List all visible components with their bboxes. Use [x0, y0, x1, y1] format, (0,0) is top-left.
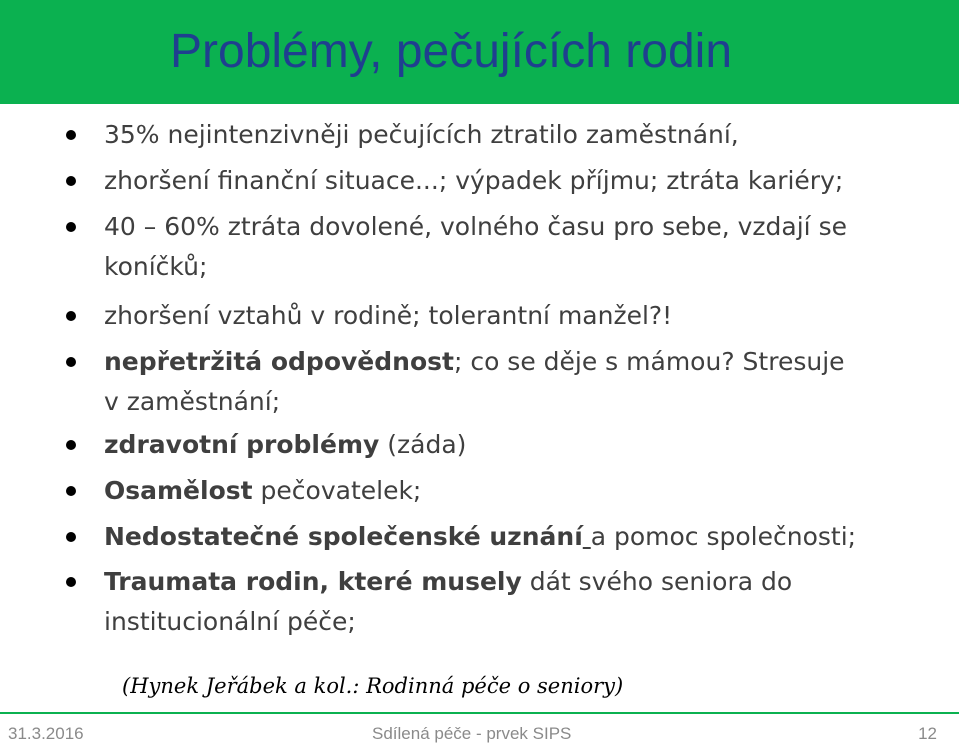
bullet-marker — [66, 440, 76, 450]
bullet-line — [104, 472, 934, 512]
bullet-item — [104, 116, 934, 156]
bullet-text: (záda) — [379, 430, 467, 459]
bullet-item — [104, 472, 934, 512]
bullet-line — [104, 208, 934, 248]
bullet-marker — [66, 176, 76, 186]
bullet-text: dát svého seniora do — [521, 567, 793, 596]
bullet-text: 40 – 60% ztráta dovolené, volného času pro sebe, vzdají se — [104, 212, 847, 241]
bullet-line — [104, 518, 934, 558]
bullet-line — [104, 162, 934, 202]
bullet-text-bold: Osamělost — [104, 476, 253, 505]
bullet-text-bold: zdravotní problémy — [104, 430, 380, 459]
slide-title: Problémy, pečujících rodin — [170, 25, 733, 78]
bullet-line — [104, 426, 934, 466]
bullet-marker — [66, 311, 76, 321]
bullet-text-bold: Nedostatečné společenské uznání — [104, 522, 583, 551]
bullet-text: pečovatelek; — [252, 476, 422, 505]
footer-divider — [0, 712, 959, 714]
bullet-text: 35% nejintenzivněji pečujících ztratilo zaměstnání, — [104, 120, 739, 149]
page-number: 12 — [918, 724, 937, 743]
footer-title: Sdílená péče - prvek SIPS — [372, 724, 572, 743]
bullet-text: zhoršení vztahů v rodině; tolerantní manžel?! — [104, 301, 673, 330]
bullet-item — [104, 208, 934, 288]
bullet-line — [104, 297, 934, 337]
bullet-marker — [66, 577, 76, 587]
bullet-text — [583, 522, 591, 551]
bullet-text: ; co se děje s mámou? Stresuje — [453, 347, 845, 376]
bullet-marker — [66, 130, 76, 140]
bullet-line — [104, 343, 934, 383]
bullet-item — [104, 343, 934, 423]
bullet-text-bold: Traumata rodin, které musely — [104, 567, 522, 596]
bullet-line — [104, 563, 934, 603]
bullet-text: a pomoc společnosti; — [590, 522, 857, 551]
bullet-marker — [66, 532, 76, 542]
bullet-line — [104, 383, 934, 423]
bullet-text: zhoršení finanční situace...; výpadek příjmu; ztráta kariéry; — [104, 166, 844, 195]
bullet-text: v zaměstnání; — [104, 387, 281, 416]
footer-date: 31.3.2016 — [8, 724, 84, 743]
bullet-marker — [66, 357, 76, 367]
bullet-text: institucionální péče; — [104, 607, 356, 636]
bullet-item — [104, 297, 934, 337]
bullet-text: koníčků; — [104, 252, 208, 281]
bullet-line — [104, 603, 934, 643]
bullet-item — [104, 563, 934, 643]
bullet-line — [104, 116, 934, 156]
bullet-item — [104, 426, 934, 466]
bullet-text-bold: nepřetržitá odpovědnost — [104, 347, 454, 376]
bullet-item — [104, 518, 934, 558]
bullet-marker — [66, 222, 76, 232]
bullet-line — [104, 248, 934, 288]
bullet-marker — [66, 486, 76, 496]
bullet-item — [104, 162, 934, 202]
citation: (Hynek Jeřábek a kol.: Rodinná péče o seniory) — [122, 674, 624, 698]
